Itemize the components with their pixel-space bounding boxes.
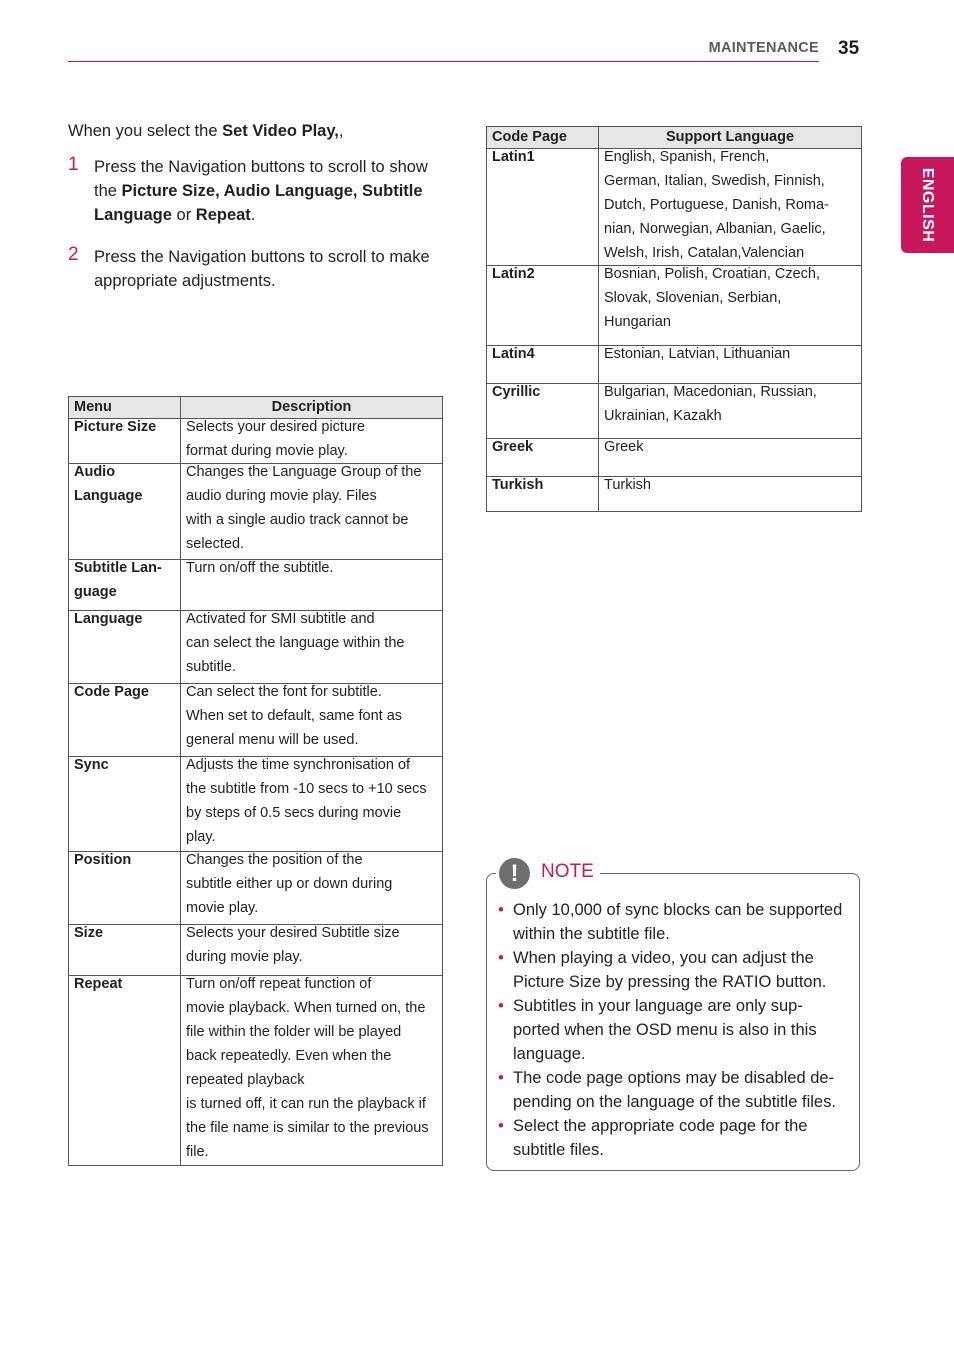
row-value: Activated for SMI subtitle and can select the language within the subtitle. [186,611,405,675]
table-row [69,925,443,976]
row-value-cell [181,852,443,925]
note-item [498,1114,848,1162]
row-value-cell [181,560,443,611]
row-label: Latin4 [492,346,535,362]
table-row [69,976,443,1166]
row-value-cell [181,757,443,852]
intro-bold: Set Video Play, [222,122,339,140]
table-row [487,266,862,346]
header-rule [68,61,819,62]
row-value: Estonian, Latvian, Lithuanian [604,346,791,362]
row-label: Size [74,925,104,941]
bullet-icon: • [498,901,504,919]
table-row [69,419,443,464]
note-title: NOTE [541,861,594,882]
row-label-cell [487,346,599,384]
row-label: Latin2 [492,266,535,282]
row-label: Position [74,852,132,868]
row-label: Greek [492,439,534,455]
row-value: Adjusts the time synchronisation of the subtitle from -10 secs to +10 secs by steps of 0.5 secs during movie play. [186,757,427,845]
row-value: English, Spanish, French, German, Italian, Swedish, Finnish, Dutch, Portuguese, Danish, Roma- nian, Norwegian, Albanian, Gaelic, Welsh, Irish, Catalan,Valencian [604,149,829,261]
row-value: Turkish [604,477,651,493]
row-label-cell [487,477,599,512]
row-value: Turn on/off repeat function of movie playback. When turned on, the file within the folder will be played back repeatedly. Even when the repeated playback is turned off, it can run the playback if the file name is similar to the previous file. [186,976,429,1160]
row-label-cell [69,852,181,925]
table-row [69,560,443,611]
row-value-cell [181,684,443,757]
row-label-cell [69,419,181,464]
section-title: MAINTENANCE [708,40,819,56]
row-label-cell [69,976,181,1166]
row-label-cell [487,439,599,477]
row-value-cell [181,419,443,464]
step-number: 2 [68,244,79,265]
note-item-text: When playing a video, you can adjust the Picture Size by pressing the RATIO button. [513,949,827,991]
row-value: Selects your desired Subtitle size during movie play. [186,925,400,965]
intro-prefix: When you select the [68,122,223,140]
row-label: Language [74,611,143,627]
row-label: Code Page [74,684,149,700]
note-item-text: Only 10,000 of sync blocks can be supported within the subtitle file. [513,901,843,943]
note-item-text: The code page options may be disabled de- pending on the language of the subtitle files. [513,1069,836,1111]
note-item [498,1066,848,1114]
row-label-cell [69,925,181,976]
table-row [487,149,862,266]
note-item [498,898,848,946]
table-row [487,384,862,439]
row-label: Repeat [74,976,123,992]
table-row [69,611,443,684]
row-value: Bulgarian, Macedonian, Russian, Ukrainian, Kazakh [604,384,817,424]
row-label: Audio Language [74,464,143,504]
row-label-cell [69,757,181,852]
row-label: Subtitle Lan- guage [74,560,162,600]
row-value: Can select the font for subtitle. When set to default, same font as general menu will be used. [186,684,403,748]
row-value: Bosnian, Polish, Croatian, Czech, Slovak, Slovenian, Serbian, Hungarian [604,266,820,330]
step-text-bold: Picture Size, Audio Language, Subtitle Language [94,182,423,224]
language-tab-label: ENGLISH [919,167,936,243]
row-value-cell [599,149,862,266]
step-text [94,155,439,227]
page-number: 35 [838,38,860,59]
row-label: Cyrillic [492,384,541,400]
table-row [487,477,862,512]
row-value-cell [599,266,862,346]
row-value: Changes the position of the subtitle either up or down during movie play. [186,852,393,916]
row-label: Latin1 [492,149,535,165]
row-value-cell [599,384,862,439]
code-page-table [486,126,862,512]
table-row [69,464,443,560]
row-label: Sync [74,757,109,773]
step-number: 1 [68,154,79,175]
row-label-cell [69,684,181,757]
column-header: Description [181,397,443,419]
bullet-icon: • [498,997,504,1015]
row-label-cell [69,611,181,684]
column-header: Menu [69,397,181,419]
row-value: Turn on/off the subtitle. [186,560,334,576]
table-row [69,852,443,925]
bullet-icon: • [498,1117,504,1135]
table-row [487,439,862,477]
bullet-icon: • [498,949,504,967]
row-label-cell [487,266,599,346]
note-item [498,994,848,1066]
menu-table [68,396,443,1166]
note-item-text: Select the appropriate code page for the subtitle files. [513,1117,808,1159]
step-text-bold: Repeat [195,206,251,224]
row-value: Changes the Language Group of the audio during movie play. Files with a single audio track cannot be selected. [186,464,422,552]
row-value-cell [599,346,862,384]
row-value-cell [181,611,443,684]
row-value-cell [181,464,443,560]
row-value-cell [599,477,862,512]
step-text-part: Press the Navigation buttons to scroll to show the [94,158,428,200]
row-value-cell [599,439,862,477]
step-text-part: . [250,206,256,224]
language-tab [901,157,954,253]
row-label-cell [487,149,599,266]
row-label: Picture Size [74,419,157,435]
row-label: Turkish [492,477,544,493]
row-label-cell [487,384,599,439]
row-label-cell [69,560,181,611]
row-value-cell [181,976,443,1166]
step-text: Press the Navigation buttons to scroll to make appropriate adjustments. [94,248,430,290]
bullet-icon: • [498,1069,504,1087]
note-item-text: Subtitles in your language are only sup- ported when the OSD menu is also in this language. [513,997,817,1063]
row-value: Greek [604,439,644,455]
intro-suffix: , [338,122,344,140]
exclamation-icon: ! [499,858,530,889]
column-header: Support Language [599,127,862,149]
table-row [69,757,443,852]
row-value-cell [181,925,443,976]
table-row [69,684,443,757]
column-header: Code Page [487,127,599,149]
step-text-part: or [171,206,196,224]
intro-text [68,119,343,143]
row-label-cell [69,464,181,560]
row-value: Selects your desired picture format during movie play. [186,419,365,459]
note-item [498,946,848,994]
table-row [487,346,862,384]
